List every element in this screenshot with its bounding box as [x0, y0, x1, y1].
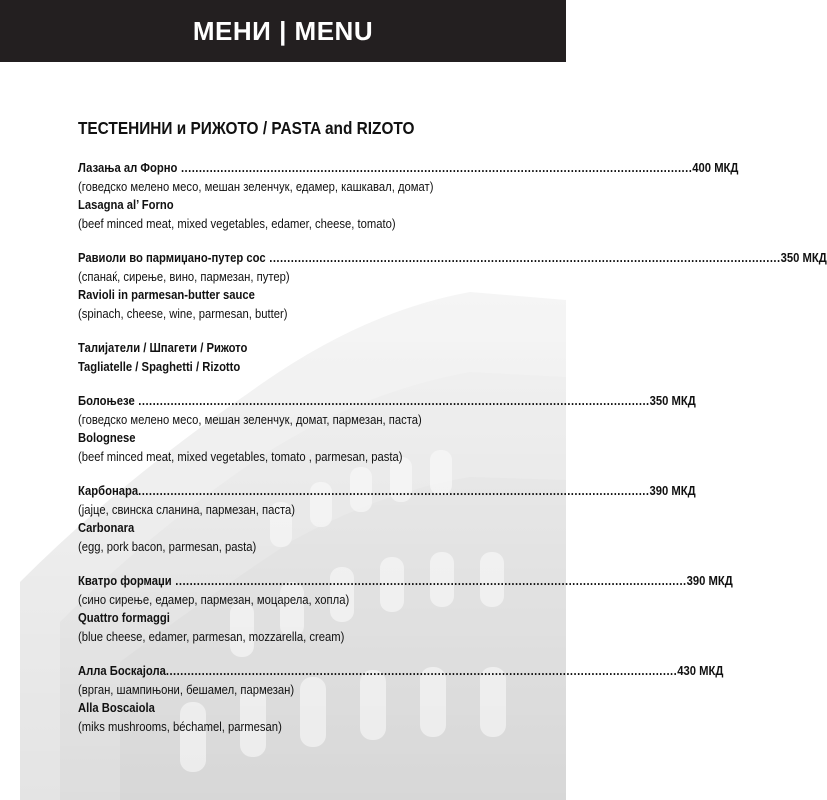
dish-description-mk: (говедско мелено месо, мешан зеленчук, домат, пармезан, паста) — [78, 412, 422, 427]
dish-name-en: Carbonara — [78, 521, 135, 535]
dish-description-en: (blue cheese, edamer, parmesan, mozzarella, cream) — [78, 629, 345, 644]
dish-name-price-row — [78, 662, 724, 681]
dot-leader: ............................................................................................................................................... — [265, 251, 781, 265]
menu-item — [78, 662, 724, 736]
dish-name-en: Ravioli in parmesan-butter sauce — [78, 288, 255, 302]
pasta-types — [78, 339, 498, 376]
menu-title: МЕНИ | MENU — [192, 15, 374, 46]
dish-price: 390 МКД — [649, 484, 696, 498]
dish-name-mk: Карбонара — [78, 484, 139, 498]
dish-description-mk: (спанаќ, сирење, вино, пармезан, путер) — [78, 269, 290, 284]
section-title: ТЕСТЕНИНИ и РИЖОТО / PASTA and RIZOTO — [78, 118, 415, 138]
dish-description-mk: (врган, шампињони, бешамел, пармезан) — [78, 682, 295, 697]
dish-description-mk: (говедско мелено месо, мешан зеленчук, едамер, кашкавал, домат) — [78, 179, 434, 194]
menu-item — [78, 572, 733, 646]
menu-content — [78, 118, 827, 752]
dish-price: 390 МКД — [686, 574, 733, 588]
dish-name-en: Alla Boscaiola — [78, 701, 155, 715]
dish-name-price-row — [78, 572, 733, 591]
dish-name-mk: Лазања ал Форно — [78, 161, 178, 175]
pasta-types-mk: Талијатели / Шпагети / Рижото — [78, 341, 248, 355]
dish-name-en: Quattro formaggi — [78, 611, 170, 625]
dot-leader: ............................................................................................................................................... — [134, 394, 650, 408]
dish-name-price-row — [78, 482, 696, 501]
dish-name-price-row — [78, 159, 739, 178]
dot-leader: ............................................................................................................................................... — [138, 484, 650, 498]
dish-name-mk: Алла Боскајола — [78, 664, 166, 678]
dish-description-en: (beef minced meat, mixed vegetables, edamer, cheese, tomato) — [78, 216, 396, 231]
dish-price: 350 МКД — [649, 394, 696, 408]
dish-price: 350 МКД — [780, 251, 827, 265]
dish-name-mk: Кватро формаџи — [78, 574, 172, 588]
dish-description-en: (egg, pork bacon, parmesan, pasta) — [78, 539, 257, 554]
dish-name-en: Lasagna al’ Forno — [78, 198, 174, 212]
dish-description-mk: (сино сирење, едамер, пармезан, моцарела, хопла) — [78, 592, 350, 607]
dish-description-en: (beef minced meat, mixed vegetables, tomato , parmesan, pasta) — [78, 449, 403, 464]
menu-item — [78, 482, 696, 556]
dish-price: 400 МКД — [692, 161, 739, 175]
dish-description-mk: (јајце, свинска сланина, пармезан, паста) — [78, 502, 295, 517]
dish-name-en: Bolognese — [78, 431, 136, 445]
menu-item — [78, 249, 827, 323]
dot-leader: ............................................................................................................................................... — [165, 664, 678, 678]
pasta-types-en: Tagliatelle / Spaghetti / Rizotto — [78, 359, 241, 374]
menu-item — [78, 159, 739, 233]
dish-description-en: (spinach, cheese, wine, parmesan, butter) — [78, 306, 288, 321]
dish-price: 430 МКД — [677, 664, 724, 678]
menu-item — [78, 392, 696, 466]
dot-leader: ............................................................................................................................................... — [171, 574, 687, 588]
dish-description-en: (miks mushrooms, béchamel, parmesan) — [78, 719, 282, 734]
dish-name-price-row — [78, 392, 696, 411]
dish-name-price-row — [78, 249, 827, 268]
dish-name-mk: Равиоли во пармиџано-путер сос — [78, 251, 266, 265]
dot-leader: ............................................................................................................................................... — [177, 161, 693, 175]
dish-name-mk: Болоњезе — [78, 394, 135, 408]
header-bar — [0, 0, 566, 62]
